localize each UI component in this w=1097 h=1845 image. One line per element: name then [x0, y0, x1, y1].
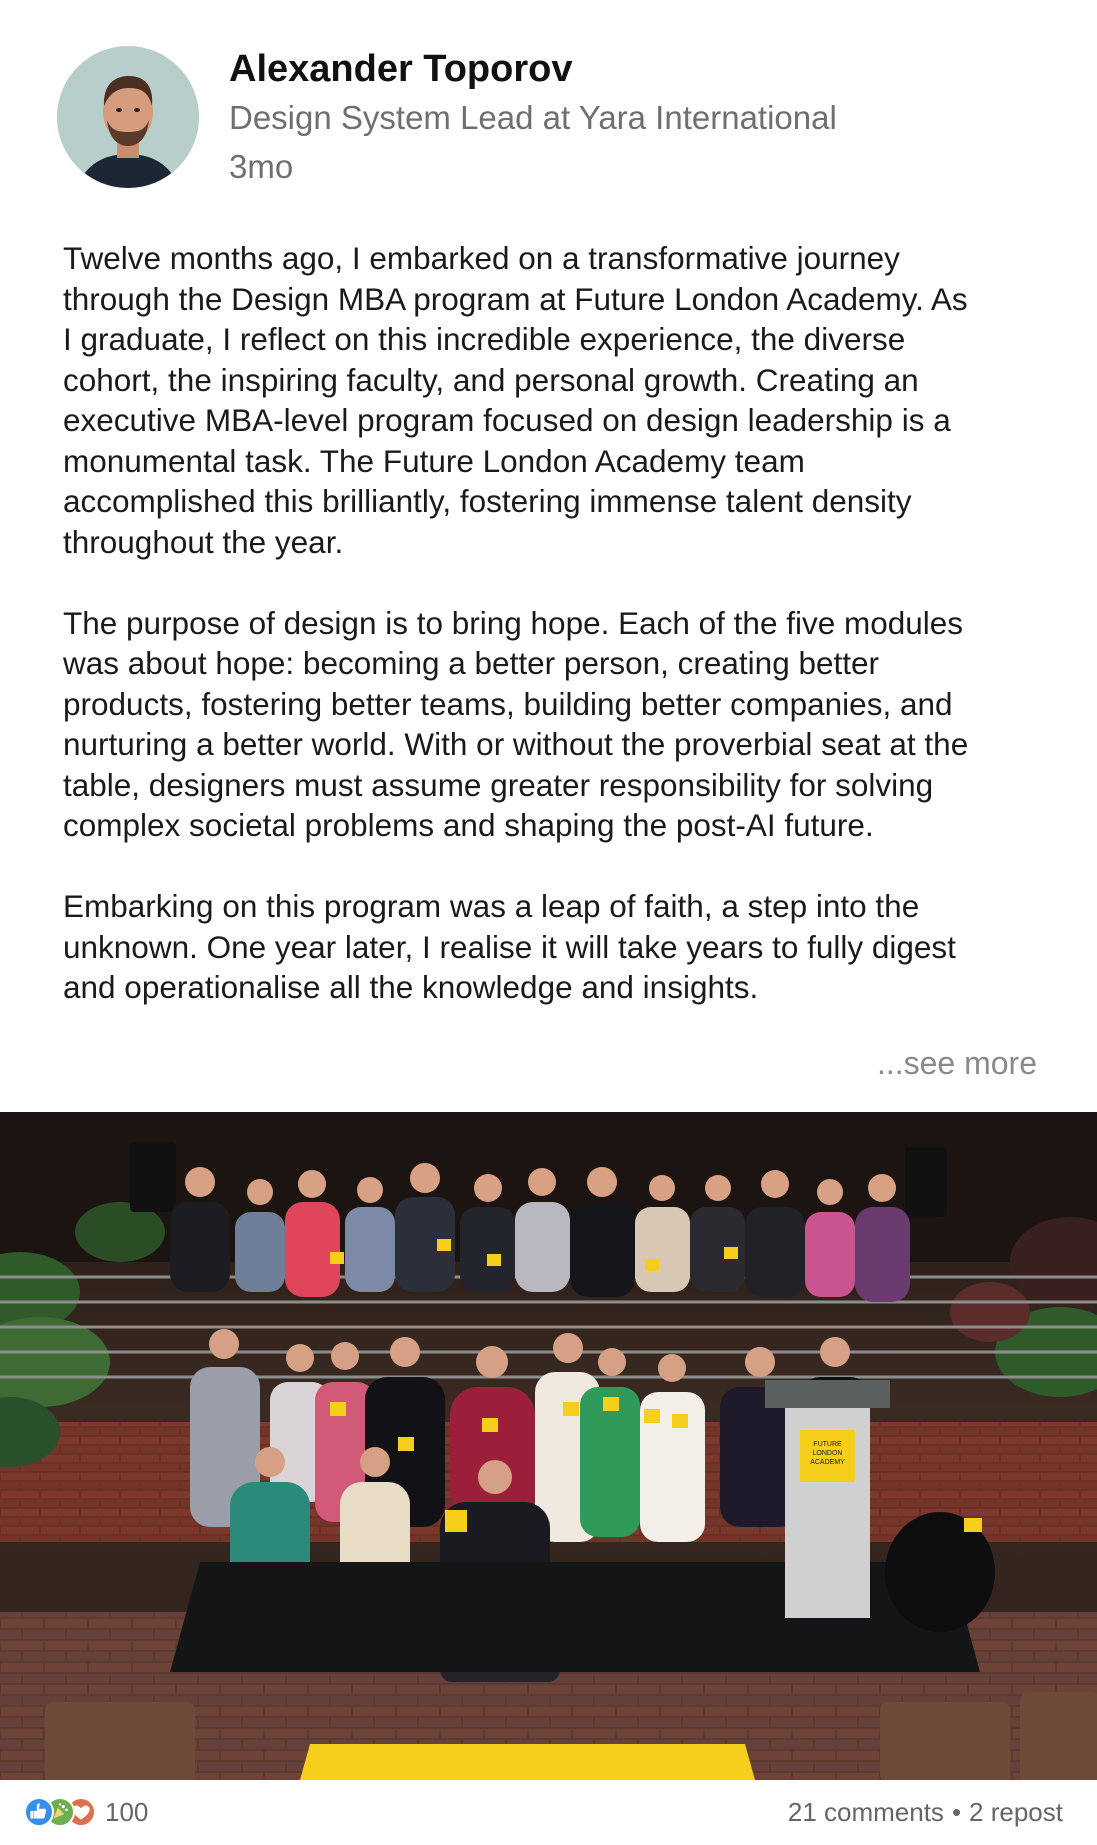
- social-counts-bar: [0, 1780, 1097, 1845]
- podium-sign-line: FUTURE: [813, 1441, 842, 1448]
- post-paragraph: The purpose of design is to bring hope. Each of the five modules was about hope: becoming a better person, creating better products, fostering better teams, building better companies, and nurturing a better world. With or without the proverbial seat at the table, designers must assume greater responsibility for solving complex societal problems and shaping the post-AI future.: [63, 604, 969, 843]
- post-paragraph: Twelve months ago, I embarked on a transformative journey through the Design MBA program at Future London Academy. As I graduate, I reflect on this incredible experience, the diverse cohort, the inspiring faculty, and personal growth. Creating an executive MBA-level program focused on design leadership is a monumental task. The Future London Academy team accomplished this brilliantly, fostering immense talent density throughout the year.: [63, 240, 968, 560]
- post-body: [63, 238, 1043, 1008]
- comments-count-link[interactable]: 21 comments: [787, 1797, 944, 1827]
- group-photo: [0, 1112, 1097, 1780]
- podium-sign-line: LONDON: [812, 1450, 843, 1457]
- podium-sign-line: ACADEMY: [810, 1459, 845, 1466]
- count-separator: •: [951, 1797, 962, 1827]
- avatar-portrait: [57, 46, 199, 188]
- avatar[interactable]: [57, 46, 199, 188]
- see-more-link[interactable]: ...see more: [876, 1045, 1037, 1081]
- author-name[interactable]: Alexander Toporov: [229, 48, 573, 90]
- yellow-floor-mat: [300, 1744, 755, 1780]
- post-header: [57, 46, 1057, 191]
- reaction-count: 100: [105, 1796, 149, 1827]
- post-paragraph: Embarking on this program was a leap of faith, a step into the unknown. One year later, I realise it will take years to fully digest and operationalise all the knowledge and insights.: [63, 888, 956, 1005]
- author-headline: Design System Lead at Yara International: [229, 99, 837, 136]
- reactions-summary[interactable]: [24, 1795, 148, 1829]
- engagement-counts: [788, 1797, 1063, 1828]
- reposts-count-link[interactable]: 2 repost: [969, 1797, 1063, 1827]
- post-image[interactable]: [0, 1112, 1097, 1780]
- post-timestamp: 3mo: [229, 148, 294, 185]
- like-icon: [24, 1797, 54, 1827]
